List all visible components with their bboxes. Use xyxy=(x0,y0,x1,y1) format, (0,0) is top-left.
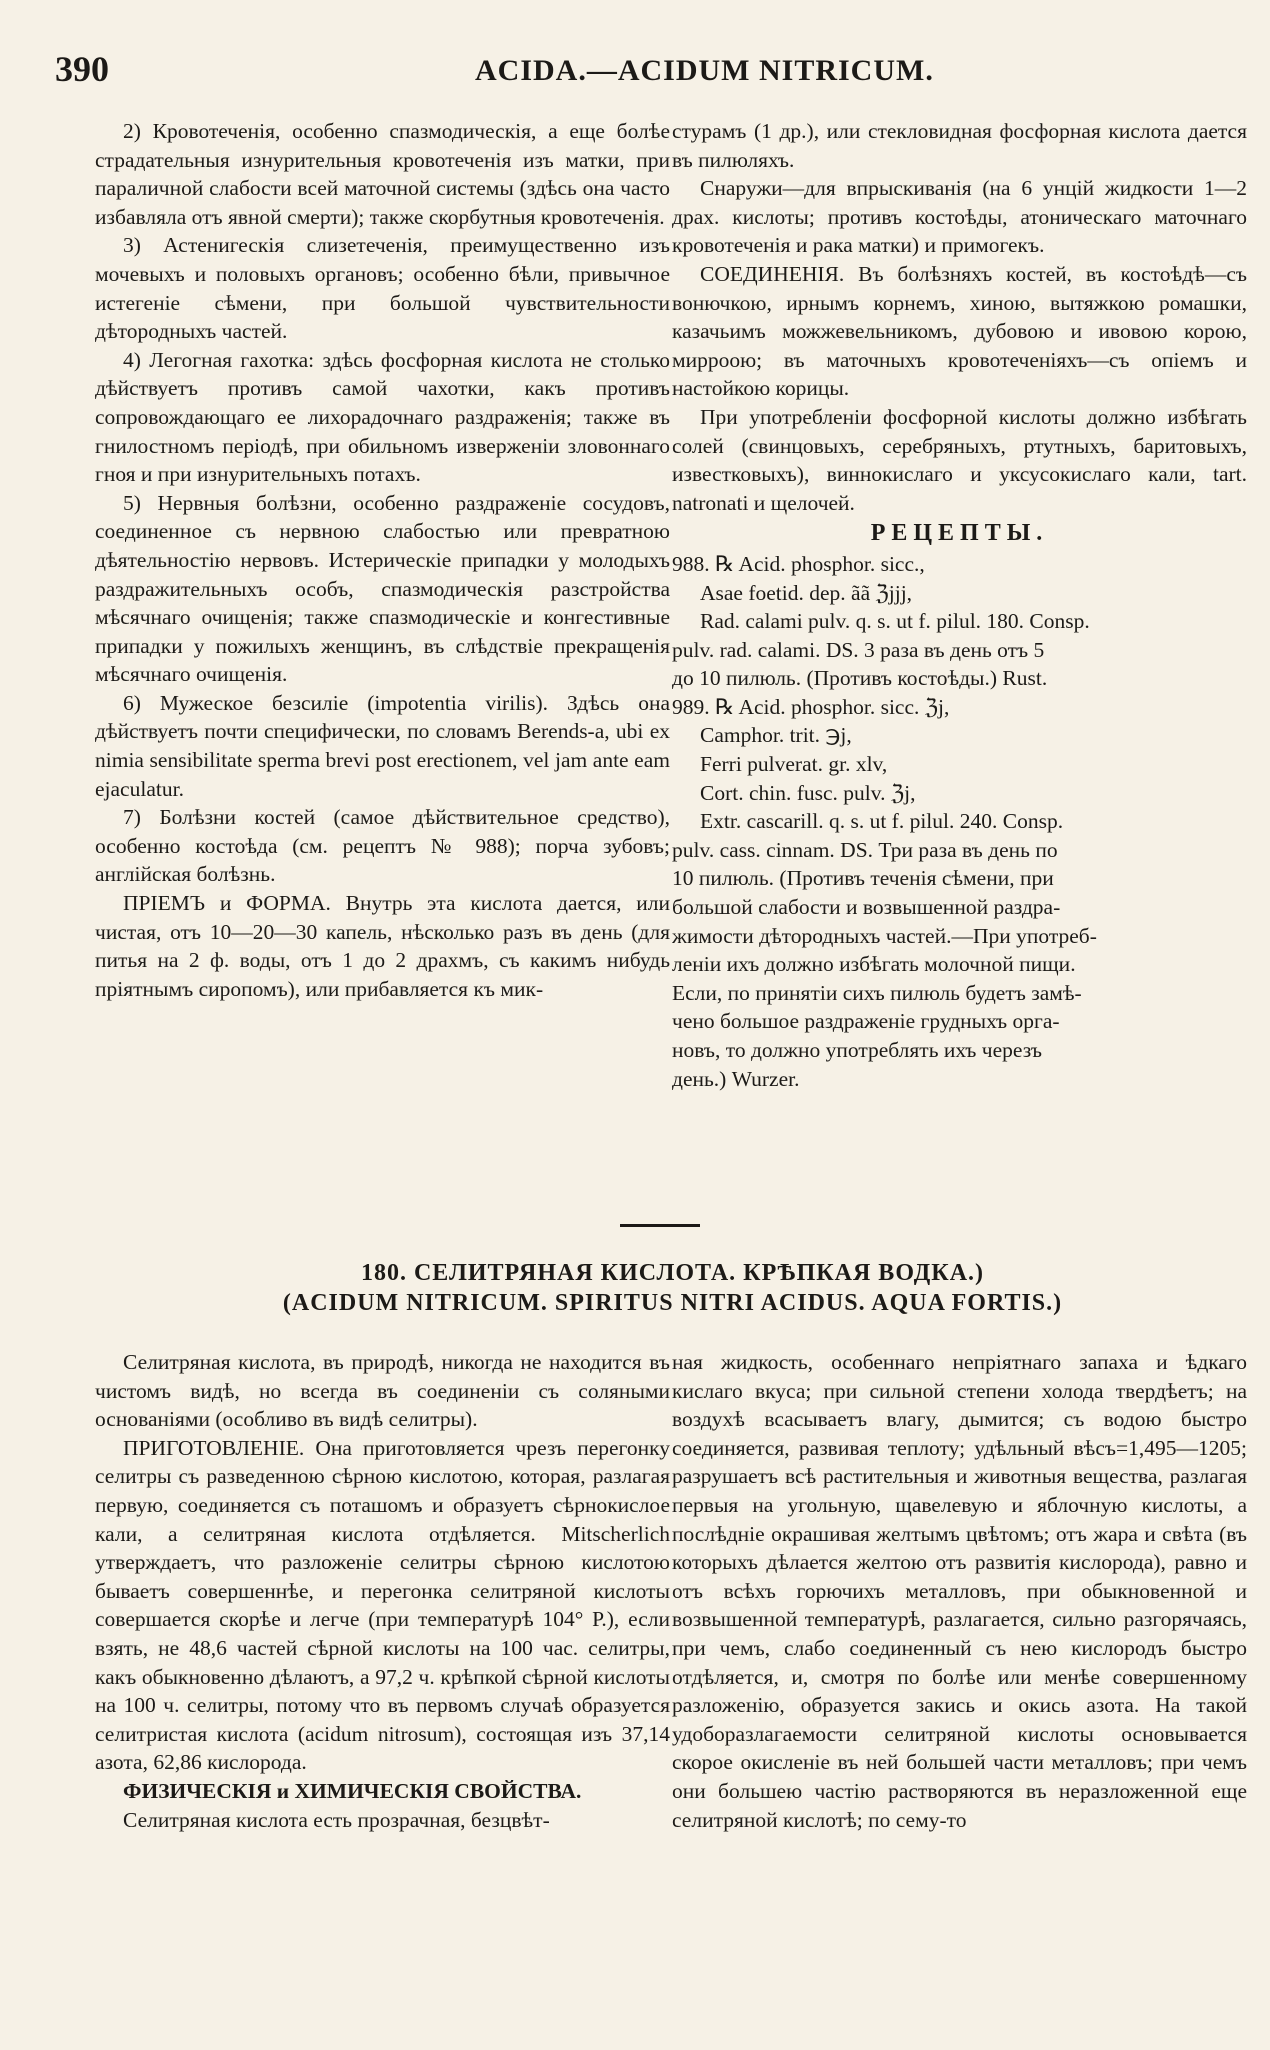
paragraph: 2) Кровотеченія, особенно спазмодическія, а еще болѣе страдательныя изнурительныя кровотеченія изъ матки, при параличной слабости всей маточной системы (здѣсь она часто избавляла отъ явной смерти); также скорбутныя кровотеченія. xyxy=(95,119,670,229)
recipe-line: чено большое раздраженіе грудныхъ орга- xyxy=(672,1009,1060,1034)
paragraph: стурамъ (1 др.), или стекловидная фосфорная кислота дается въ пилюляхъ. xyxy=(672,119,1247,172)
recipe-line: 10 пилюль. (Противъ теченія сѣмени, при xyxy=(672,866,1054,891)
paragraph: 7) Болѣзни костей (самое дѣйствительное средство), особенно костоѣда (см. рецептъ № 988); порча зубовъ; англійская болѣзнь. xyxy=(95,805,670,887)
recipe-line: Ferri pulverat. gr. xlv, xyxy=(700,752,888,777)
recipe-line: новъ, то должно употреблять ихъ черезъ xyxy=(672,1038,1042,1062)
paragraph: При употребленіи фосфорной кислоты должно избѣгать солей (свинцовыхъ, серебряныхъ, ртутныхъ, баритовыхъ, известковыхъ), виннокислаго и уксусокислаго кали, tart. natronati и щелочей. xyxy=(672,404,1247,515)
recipe-line: Rad. calami pulv. q. s. ut f. pilul. 180. Consp. xyxy=(700,609,1090,634)
recipe-line: Если, по принятіи сихъ пилюль будетъ замѣ- xyxy=(672,980,1082,1005)
recipe-line: 988. ℞ Acid. phosphor. sicc., xyxy=(672,551,925,576)
recipe-line: Extr. cascarill. q. s. ut f. pilul. 240. Consp. xyxy=(700,809,1064,834)
paragraph: ПРІЕМЪ и ФОРМА. Внутрь эта кислота дается, или чистая, отъ 10—20—30 капель, нѣсколько разъ въ день (для питья на 2 ф. воды, отъ 1 до 2 драхмъ, съ какимъ нибудь пріятнымъ сиропомъ), или прибавляется къ мик- xyxy=(95,891,670,1001)
paragraph: 4) Легогная гахотка: здѣсь фосфорная кислота не столько дѣйствуетъ противъ самой чахотки, какъ противъ сопровождающаго ее лихорадочнаго раздраженія; также въ гнилостномъ періодѣ, при обильномъ изверженіи зловоннаго гноя и при изнурительныхъ потахъ. xyxy=(95,347,670,487)
recipe-line: 989. ℞ Acid. phosphor. sicc. ℨj, xyxy=(672,694,950,719)
page-number: 390 xyxy=(55,49,109,89)
recipe-line: Cort. chin. fusc. pulv. ℨj, xyxy=(700,780,916,805)
recipe-line: жимости дѣтородныхъ частей.—При употреб- xyxy=(672,923,1097,948)
recipe-line: большой слабости и возвышенной раздра- xyxy=(672,895,1061,920)
section-divider xyxy=(620,1224,700,1227)
recipe-line: pulv. rad. calami. DS. 3 раза въ день отъ 5 xyxy=(672,637,1045,662)
left-column-bottom xyxy=(95,1348,670,1834)
paragraph: ная жидкость, особеннаго непріятнаго запаха и ѣдкаго кислаго вкуса; при сильной степени холода твердѣетъ; на воздухѣ всасываетъ влагу, дымится; съ водою быстро соединяется, развивая теплоту; удѣльный вѣсъ=1,495—1205; разрушаетъ всѣ растительныя и животныя вещества, разлагая первыя на угольную, щавелевую и яблочную кислоты, а послѣдніе окрашивая желтымъ цвѣтомъ; отъ жара и свѣта (въ которыхъ дѣлается желтою отъ развитія кислорода), равно и отъ всѣхъ горючихъ металловъ, при обыкновенной и возвышенной температурѣ, разлагается, сильно разгорячаясь, при чемъ, слабо соединенный съ нею кислородъ быстро отдѣляется, и, смотря по болѣе или менѣе совершенному разложенію, образуется закись и окись азота. На такой удоборазлагаемости селитряной кислоты основывается скорое окисленіе въ ней большей части металловъ; при чемъ они большею частію растворяются въ неразложенной еще селитряной кислотѣ; по сему-то xyxy=(672,1350,1247,1832)
recipe-line: леніи ихъ должно избѣгать молочной пищи. xyxy=(672,952,1076,977)
section-title xyxy=(95,1258,1250,1318)
section-title-line: (ACIDUM NITRICUM. SPIRITUS NITRI ACIDUS. AQUA FORTIS.) xyxy=(282,1290,1063,1316)
paragraph: 6) Мужеское безсиліе (impotentia virilis). Здѣсь она дѣйствуетъ почти специфически, по словамъ Berends-a, ubi ex nimia sensibilitate sperma brevi post erectionem, vel jam ante eam ejaculatur. xyxy=(95,690,670,801)
paragraph: СОЕДИНЕНІЯ. Въ болѣзняхъ костей, въ костоѣдѣ—съ вонючкою, ирнымъ корнемъ, хиною, вытяжкою ромашки, казачьимъ можжевельникомъ, дубовою и ивовою корою, мирроою; въ маточныхъ кровотеченіяхъ—съ опіемъ и настойкою корицы. xyxy=(672,261,1247,401)
paragraph: 5) Нервныя болѣзни, особенно раздраженіе сосудовъ, соединенное съ нервною слабостью или превратною дѣятельностію нервовъ. Истерическіе припадки у молодыхъ раздражительныхъ особъ, спазмодическія разстройства мѣсячнаго очищенія; также спазмодическіе и конгестивные припадки у пожилыхъ женщинъ, въ слѣдствіе прекращенія мѣсячнаго очищенія. xyxy=(95,490,670,687)
running-head: ACIDA.—ACIDUM NITRICUM. xyxy=(475,54,934,87)
right-column-bottom xyxy=(672,1348,1247,1834)
paragraph: Селитряная кислота есть прозрачная, безцвѣт- xyxy=(123,1807,550,1832)
recipe-line: до 10 пилюль. (Противъ костоѣды.) Rust. xyxy=(672,666,1048,691)
recipe-line: день.) Wurzer. xyxy=(672,1066,800,1091)
right-column-top xyxy=(672,117,1247,1093)
recipe-line: Camphor. trit. ℈j, xyxy=(700,723,852,748)
recipe-line: pulv. cass. cinnam. DS. Три раза въ день по xyxy=(672,837,1058,862)
subheading: ФИЗИЧЕСКІЯ и ХИМИЧЕСКІЯ СВОЙСТВА. xyxy=(123,1778,582,1803)
recipe-line: Asae foetid. dep. ãã ℨjjj, xyxy=(700,580,913,605)
recipes-heading: РЕЦЕПТЫ. xyxy=(870,520,1049,547)
paragraph: 3) Астенигескія слизетеченія, преимущественно изъ мочевыхъ и половыхъ органовъ; особенно бѣли, привычное истегеніе сѣмени, при большой чувствительности дѣтородныхъ частей. xyxy=(95,233,670,344)
paragraph: Селитряная кислота, въ природѣ, никогда не находится въ чистомъ видѣ, но всегда въ соединеніи съ соляными основаніями (особливо въ видѣ селитры). xyxy=(95,1350,670,1432)
page-header xyxy=(55,48,1255,98)
paragraph: Снаружи—для впрыскиванія (на 6 унцій жидкости 1—2 драх. кислоты; противъ костоѣды, атоническаго маточнаго кровотеченія и рака матки) и примогекъ. xyxy=(672,176,1247,258)
section-title-line: 180. СЕЛИТРЯНАЯ КИСЛОТА. КРѢПКАЯ ВОДКА.) xyxy=(360,1260,985,1286)
paragraph: ПРИГОТОВЛЕНІЕ. Она приготовляется чрезъ перегонку селитры съ разведенною сѣрною кислотою, которая, разлагая первую, соединяется съ поташомъ и образуетъ сѣрнокислое кали, а селитряная кислота отдѣляется. Mitscherlich утверждаетъ, что разложеніе селитры сѣрною кислотою бываетъ совершеннѣе, и перегонка селитряной кислоты совершается скорѣе и легче (при температурѣ 104° Р.), если взять, не 48,6 частей сѣрной кислоты на 100 час. селитры, какъ обыкновенно дѣлаютъ, а 97,2 ч. крѣпкой сѣрной кислоты на 100 ч. селитры, потому что въ первомъ случаѣ образуется селитристая кислота (acidum nitrosum), состоящая изъ 37,14 азота, 62,86 кислорода. xyxy=(95,1435,670,1775)
left-column-top xyxy=(95,117,670,1003)
